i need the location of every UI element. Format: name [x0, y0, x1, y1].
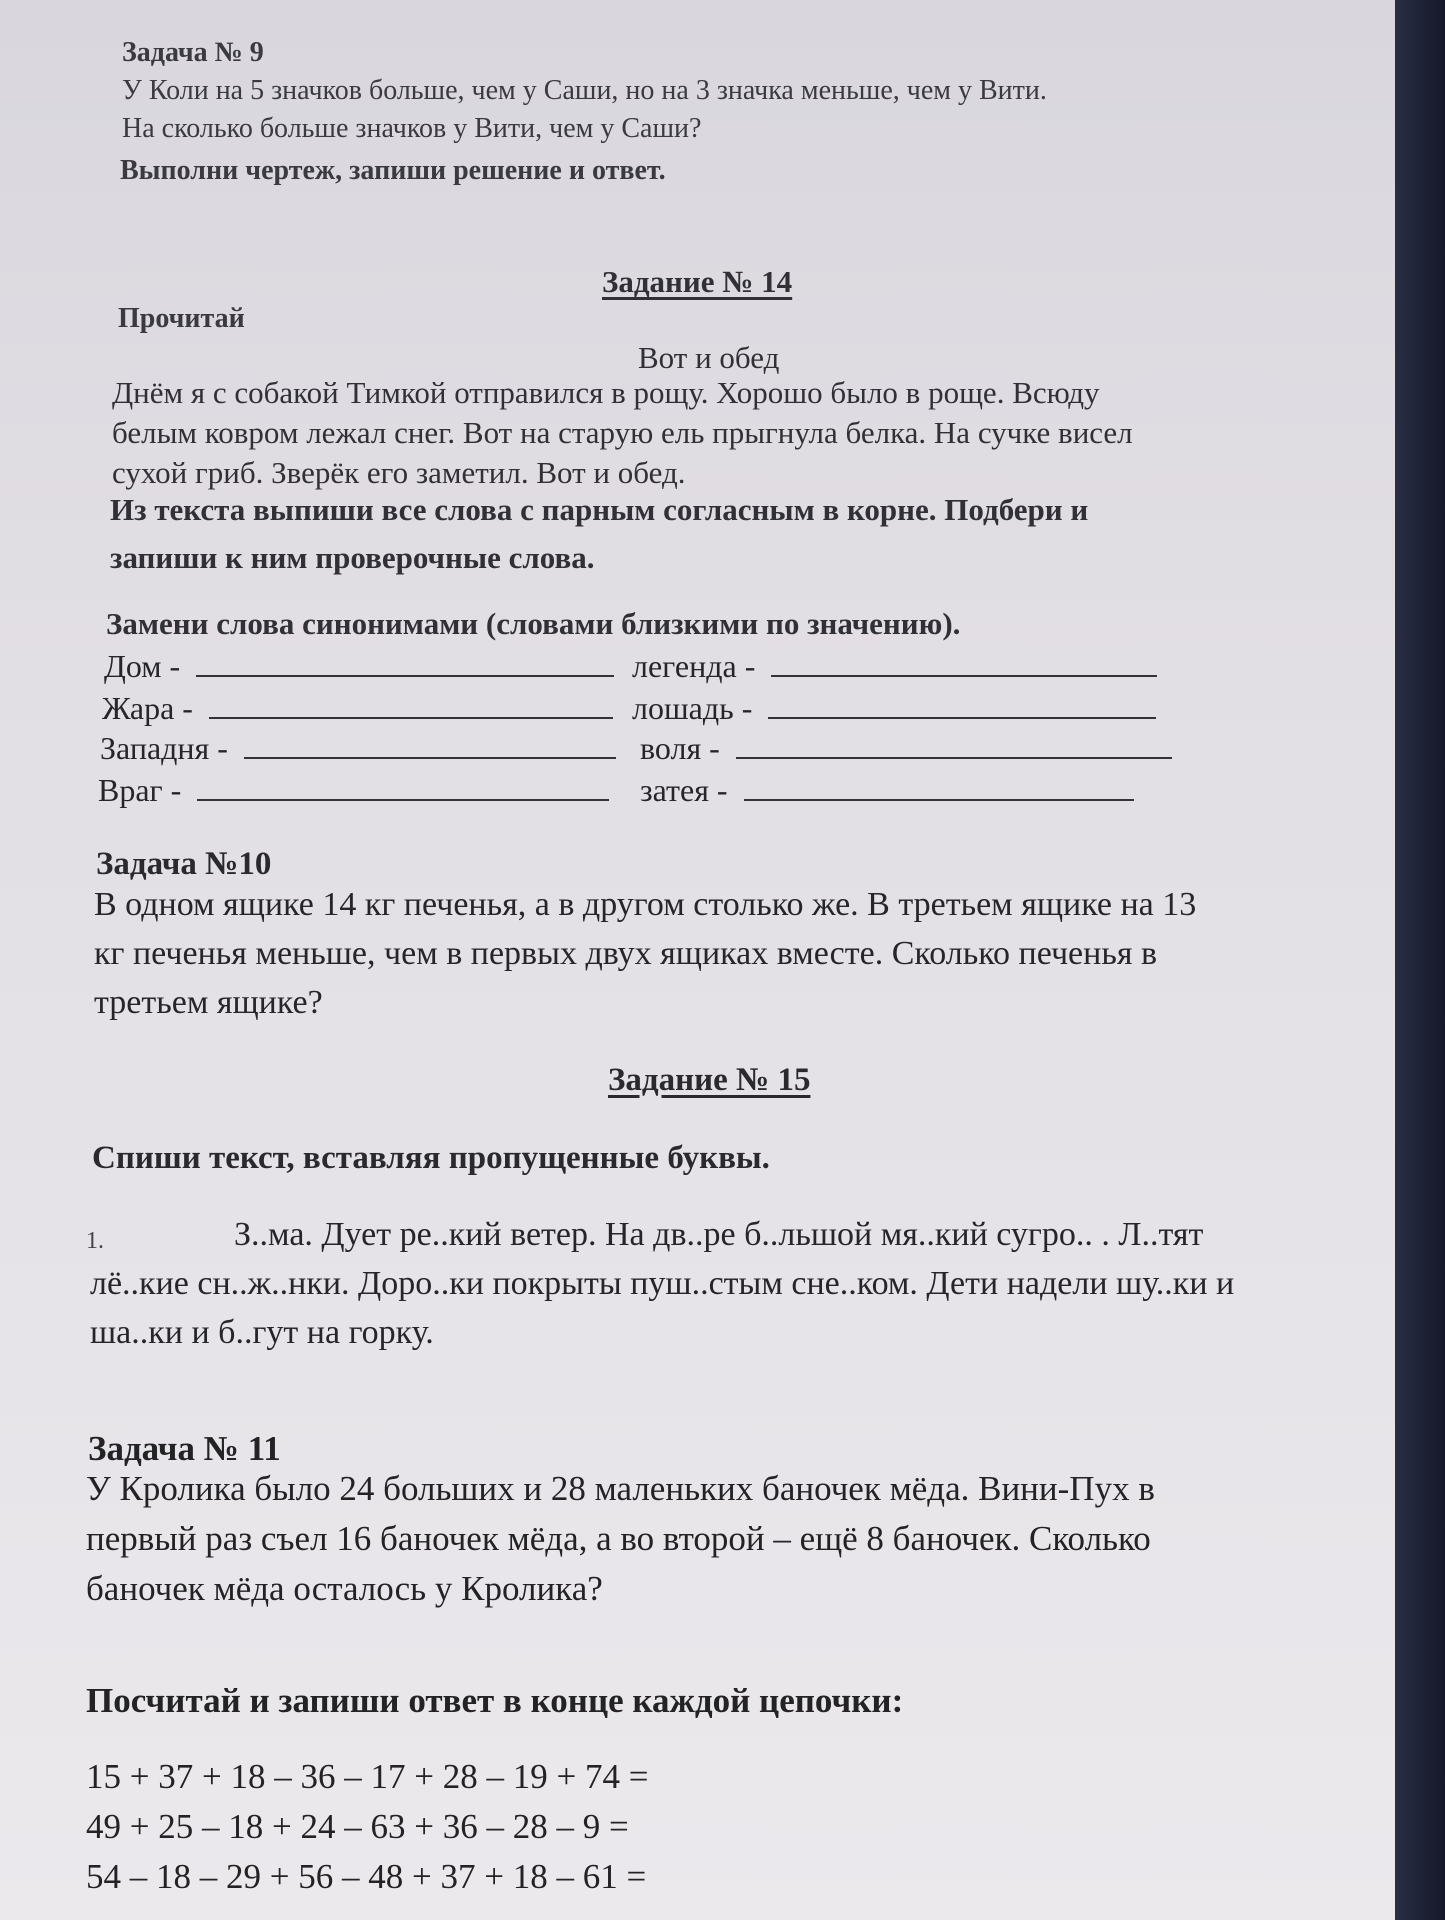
story-line: Днём я с собакой Тимкой отправился в рощу. Хорошо было в роще. Всюду	[112, 375, 1100, 410]
synonym-row	[102, 690, 613, 727]
instruction-line: запиши к ним проверочные слова.	[110, 540, 595, 575]
synonym-row	[640, 730, 1172, 767]
task10-title: Задача №10	[96, 846, 272, 882]
chain-expression: 54 – 18 – 29 + 56 – 48 + 37 + 18 – 61 =	[86, 1857, 647, 1896]
synonym-word: Западня -	[100, 730, 228, 766]
answer-blank[interactable]	[209, 695, 613, 719]
answer-blank[interactable]	[744, 777, 1134, 801]
assignment14-instruction	[110, 486, 1088, 582]
synonym-row	[100, 730, 616, 767]
assignment15-instruction: Спиши текст, вставляя пропущенные буквы.	[92, 1140, 770, 1176]
task11-text	[86, 1464, 1155, 1614]
synonym-row	[632, 690, 1156, 727]
story-line: белым ковром лежал снег. Вот на старую ель прыгнула белка. На сучке висел	[112, 415, 1133, 450]
task10-line: В одном ящике 14 кг печенья, а в другом столько же. В третьем ящике на 13	[94, 886, 1197, 923]
chains-list	[86, 1752, 648, 1902]
assignment15-line: ша..ки и б..гут на горку.	[90, 1314, 434, 1351]
chain-expression: 15 + 37 + 18 – 36 – 17 + 28 – 19 + 74 =	[86, 1757, 649, 1796]
task11-line: баночек мёда осталось у Кролика?	[86, 1569, 603, 1608]
assignment15-line: З..ма. Дует ре..кий ветер. На дв..ре б..льшой мя..кий сугро.. . Л..тят	[234, 1216, 1204, 1253]
synonym-word: Враг -	[98, 772, 182, 808]
answer-blank[interactable]	[197, 777, 609, 801]
instruction-line: Из текста выпиши все слова с парным согласным в корне. Подбери и	[110, 492, 1089, 527]
synonym-word: Дом -	[104, 648, 181, 684]
assignment15-line: лё..кие сн..ж..нки. Доро..ки покрыты пуш..стым сне..ком. Дети надели шу..ки и	[90, 1265, 1235, 1302]
synonym-word: затея -	[640, 772, 728, 808]
chain-expression: 49 + 25 – 18 + 24 – 63 + 36 – 28 – 9 =	[86, 1807, 629, 1846]
synonym-row	[98, 772, 609, 809]
synonym-word: лошадь -	[632, 690, 753, 726]
answer-blank[interactable]	[196, 653, 614, 677]
answer-blank[interactable]	[736, 735, 1172, 759]
task11-title: Задача № 11	[88, 1429, 281, 1468]
synonym-word: легенда -	[632, 648, 756, 684]
assignment15-text	[90, 1210, 1234, 1357]
synonym-row	[632, 648, 1157, 685]
assignment15-title: Задание № 15	[608, 1062, 811, 1098]
task10-text	[94, 880, 1196, 1027]
task10-line: кг печенья меньше, чем в первых двух ящиках вместе. Сколько печенья в	[94, 935, 1158, 972]
background-edge	[1395, 0, 1445, 1920]
task9-instruction: Выполни чертеж, запиши решение и ответ.	[120, 155, 666, 186]
task11-line: первый раз съел 16 баночек мёда, а во второй – ещё 8 баночек. Сколько	[86, 1519, 1151, 1558]
item-number: 1.	[86, 1228, 104, 1254]
story-title: Вот и обед	[638, 340, 780, 375]
task9-line: На сколько больше значков у Вити, чем у Саши?	[122, 113, 702, 144]
story-text	[112, 373, 1133, 493]
synonym-word: воля -	[640, 730, 720, 766]
synonym-word: Жара -	[102, 690, 193, 726]
synonym-row	[640, 772, 1134, 809]
task9-title: Задача № 9	[122, 37, 264, 68]
answer-blank[interactable]	[768, 695, 1156, 719]
synonym-row	[104, 648, 614, 685]
answer-blank[interactable]	[771, 653, 1157, 677]
chains-instruction: Посчитай и запиши ответ в конце каждой цепочки:	[86, 1681, 904, 1720]
read-label: Прочитай	[118, 303, 245, 334]
task11-line: У Кролика было 24 больших и 28 маленьких баночек мёда. Вини-Пух в	[86, 1469, 1155, 1508]
task9-line: У Коли на 5 значков больше, чем у Саши, но на 3 значка меньше, чем у Вити.	[122, 75, 1047, 106]
story-line: сухой гриб. Зверёк его заметил. Вот и обед.	[112, 455, 686, 490]
answer-blank[interactable]	[244, 735, 616, 759]
assignment14-title: Задание № 14	[602, 264, 793, 299]
task9-text	[122, 72, 1047, 148]
synonyms-instruction: Замени слова синонимами (словами близкими по значению).	[106, 606, 961, 641]
task10-line: третьем ящике?	[94, 984, 323, 1021]
